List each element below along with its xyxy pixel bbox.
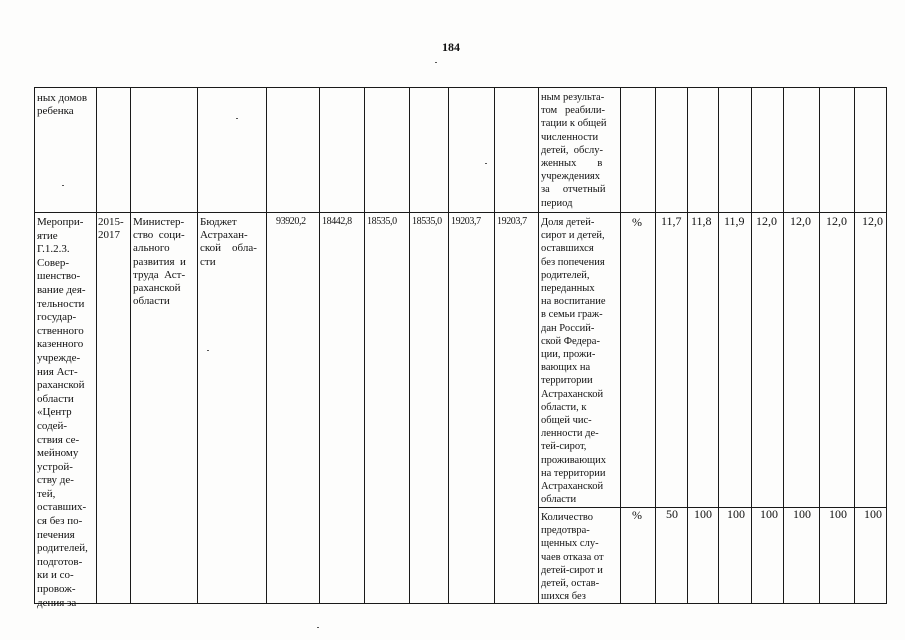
scan-speck xyxy=(435,62,437,63)
col-border xyxy=(319,87,320,603)
col-border xyxy=(494,87,495,603)
col-border xyxy=(34,87,35,603)
col-border xyxy=(718,87,719,603)
col-border xyxy=(687,87,688,603)
col-border xyxy=(783,87,784,603)
indicator-2-value: 100 xyxy=(760,507,778,521)
indicator-1-value: 12,0 xyxy=(826,214,847,228)
amount-2016-b: 18535,0 xyxy=(412,216,442,227)
indicator-2-value: 100 xyxy=(793,507,811,521)
page-number: 184 xyxy=(442,40,460,54)
name-cell-continuation: ных домов ребенка xyxy=(37,92,88,118)
col-border xyxy=(854,87,855,603)
indicator-2-value: 100 xyxy=(829,507,847,521)
indicator-2-unit: % xyxy=(632,508,642,522)
indicator-2-value: 100 xyxy=(694,507,712,521)
indicator-1-value: 12,0 xyxy=(862,214,883,228)
col-border xyxy=(409,87,410,603)
table-top-border xyxy=(34,87,887,88)
amount-2015: 18442,8 xyxy=(322,216,352,227)
indicator-2-text: Количество предотвра- щенных слу- чаев отказа от детей-сирот и детей, остав- шихся без xyxy=(541,512,604,603)
activity-name-cell: Меропри- ятие Г.1.2.3. Совер- шенство- вание дея- тельности государ- ственного казенного учрежде- ния Аст- раханской области «Центр содей- ствия се- мейному устрой- ству де- тей, оставших- ся без по- печения родителей, подготов- ки и со- провож- дения за- xyxy=(37,216,88,609)
table-bottom-border xyxy=(34,603,887,604)
col-border xyxy=(751,87,752,603)
executor-cell: Министер- ство соци- ального развития и труда Аст- раханской области xyxy=(133,216,186,308)
row-divider xyxy=(34,212,887,213)
indicator-1-unit: % xyxy=(632,215,642,229)
years-cell: 2015- 2017 xyxy=(98,216,124,242)
scan-speck xyxy=(207,350,209,351)
indicator-1-value: 12,0 xyxy=(790,214,811,228)
amount-2016: 18535,0 xyxy=(367,216,397,227)
scan-speck xyxy=(317,627,319,628)
col-border xyxy=(538,87,539,603)
scan-speck xyxy=(62,185,64,186)
amount-2017: 19203,7 xyxy=(451,216,481,227)
indicator-2-value: 100 xyxy=(864,507,882,521)
col-border xyxy=(886,87,887,603)
funding-source-cell: Бюджет Астрахан- ской обла- сти xyxy=(200,216,257,268)
col-border xyxy=(266,87,267,603)
col-border xyxy=(364,87,365,603)
indicator-cell-continuation: ным результа- том реабили- тации к общей численности детей, обслу- женных в учреждениях за отчетный период xyxy=(541,92,607,209)
indicator-1-text: Доля детей- сирот и детей, оставшихся без попечения родителей, переданных на воспитание в семьи граж- дан Россий- ской Федера- ции, прожи- вающих на территории Астраханской области, к общей чис- ленности де- тей-сирот, проживающих на территории Астраханской области xyxy=(541,217,607,506)
amount-total: 93920,2 xyxy=(276,216,306,227)
col-border xyxy=(130,87,131,603)
col-border xyxy=(448,87,449,603)
col-border xyxy=(96,87,97,603)
col-border xyxy=(620,87,621,603)
col-border xyxy=(197,87,198,603)
indicator-1-value: 11,8 xyxy=(691,214,712,228)
indicator-1-value: 11,7 xyxy=(661,214,682,228)
indicator-1-value: 11,9 xyxy=(724,214,745,228)
indicator-1-value: 12,0 xyxy=(756,214,777,228)
scan-speck xyxy=(236,118,238,119)
col-border xyxy=(655,87,656,603)
indicator-2-value: 100 xyxy=(727,507,745,521)
indicator-2-value: 50 xyxy=(666,507,678,521)
scan-speck xyxy=(485,163,487,164)
amount-2017-b: 19203,7 xyxy=(497,216,527,227)
col-border xyxy=(819,87,820,603)
